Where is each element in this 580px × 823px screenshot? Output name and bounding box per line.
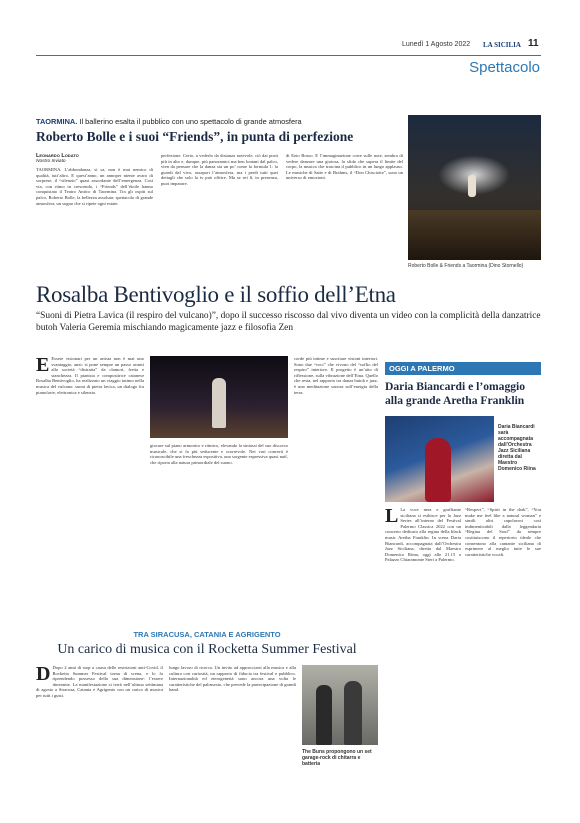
box-title: Daria Biancardi e l’omaggio alla grande Aretha Franklin — [385, 380, 526, 407]
box-col-2: “Respect”, “Spirit in the dark”, “You make me feel like a natural woman” e simili altri capolavori così indimenticabili dalla leggendaria “Regina del Soul” da sempre costituiscono il repertorio ideale che consentono alla cantante siciliana di esprimere al meglio tutte le sue caratteristiche vocali. — [465, 507, 541, 557]
box-tag: OGGI A PALERMO — [385, 362, 541, 375]
header-paper-name: LA SICILIA — [483, 41, 521, 49]
article-col-1: TAORMINA. L’abbondanza, si sa, non è mai nemico di qualità, tutt’altro. E quest’anno, un annoper niente avaro di sorprese, il “silenzio” quasi assordante dell’emergenza. Così via, con ritmo in crescendo, i “Friends” dell’étoile hanno conquistato il Teatro Antico di Taormina. Tra gli ospiti sul palco, Roberto Bolle, la bellezza assoluta: spettacolo di grande atmosfera, un sogno che si ripete ogni estate. — [36, 167, 153, 206]
photo-band-member-1 — [316, 685, 332, 745]
article-bolle — [36, 84, 541, 275]
article-col-1 — [36, 665, 163, 808]
article-title: Roberto Bolle e i suoi “Friends”, in punta di perfezione — [36, 129, 354, 144]
photo-audience — [408, 210, 541, 260]
byline — [36, 153, 79, 164]
article-col-3: corde più intime e suscitare visioni interiori. Sono due “voci” che vivono del “soffio del respiro” interiore. Il progetto è un’atto di riflessione, sulla vibrazione dell’Etna. Quello che resta, nel rapporto tra danza butoh e jazz, è una meditazione sonora sull’energia della terra. — [294, 356, 378, 395]
article-deck — [36, 117, 396, 126]
article-col-2: perfezione. Certo, a vederlo da distanza notevole, ciò dai posti più in alto e, dunque, più panoramici ma ben lontani dal palco, vien da pensare che la danza sia un po’ come la formula 1: la guardi dal vivo, assapori l’atmosfera, ma i perdi tutti quei dettagli che solo la tv può offrire. Ma se sei lì, in presenza, puoi imparare. — [161, 153, 278, 186]
photo-band-member-2 — [344, 681, 362, 745]
page-number: 11 — [528, 38, 539, 49]
bolle-photo — [408, 115, 541, 260]
header-date: Lunedì 1 Agosto 2022 — [402, 41, 471, 48]
article-bentivoglio — [36, 282, 541, 334]
box-col-1-text: La voce nera e graffiante siciliana si esibisce per la Jazz Series all’interno del Festival Palermo Classica 2022 con un concerto dedicato alla regina della black music Aretha Franklin. In scena Daria Biancardi, accompagnata dall’Orchestra Jazz Siciliana, diretta dal Maestro Domenico Riina, oggi alle 21.15 a Palazzo Chiaramonte Steri a Palermo. — [385, 507, 461, 563]
buns-photo-caption: The Buns propongono un set garage-rock di chitarra e batteria — [302, 749, 372, 767]
byline-location: Nostro Inviato — [36, 159, 66, 164]
article-rocketta — [36, 630, 378, 658]
article-col-1-text: Dopo 2 anni di stop a causa delle restrizioni anti-Covid, il Rocketta Summer Festival torna di scena, e lo fa riprendendo possesso della sua dimensione: l’essere itinerante. La manifestazione si terrà nell’ultima settimana di agosto a Siracusa, Catania e Agrigento con un carico di musica per tutti i gusti. — [36, 665, 163, 698]
sidebar-box — [385, 362, 541, 375]
article-col-3: di Ezio Bosso. E l’immaginazione corre sulle note, sembra di vedere danzare una gioiosa, la sfida che supera il limite del corpo, la musica che trascina il pubblico in un lungo applauso. Le musiche di Satie e di Brahms, il “Don Chisciotte”, sono un universo di emozioni. — [286, 153, 403, 181]
article-col-2: lungo lavoro di ricerca. Un invito ad approcciarti alla musica e alla cultura con curiosità, un rapporto di fiducia tra festival e pubblico. Internazionalità ed eterogeneità sono ancora una volta le caratteristiche del palinsesto, che prevede la partecipazione di grandi band. — [169, 665, 296, 693]
article-col-1-text: Essere visionari per un artista non è mai uno svantaggio, anzi: si pone sempre un passo avanti alla società “distratta” da clamori, fretta e stanchezza. Il pianista e compositrice catanese Rosalba Bentivoglio, ha realizzato un viaggio intimo nella musica del vulcano: suoni di pietra lavica, un dialogo fra pianoforte, elettronica e silenzio. — [36, 356, 144, 395]
bentivoglio-photo — [150, 356, 288, 438]
article-title: Un carico di musica con il Rocketta Summer Festival — [57, 642, 357, 657]
header-rule — [36, 55, 541, 56]
drop-cap: E — [36, 356, 50, 376]
article-subtitle: “Suoni di Pietra Lavica (il respiro del vulcano)”, dopo il successo riscosso dal vivo diventa un video con la complicità della danzatrice butoh Valeria Geremia mischiando magicamente jazz e filosofia Zen — [36, 311, 541, 333]
article-title: Rosalba Bentivoglio e il soffio dell’Etna — [36, 282, 396, 307]
bolle-photo-caption: Roberto Bolle & Friends a Taormina (Dino Stornello) — [408, 263, 524, 269]
article-deck-text: Il ballerino esalta il pubblico con uno spettacolo di grande atmosfera — [79, 117, 302, 126]
photo-dancer-silhouette — [468, 175, 476, 197]
drop-cap: D — [36, 665, 51, 685]
biancardi-photo-caption: Daria Biancardi sarà accompagnata dall’Orchestra Jazz Siciliana diretta dal Maestro Domenico Riina — [498, 424, 536, 472]
article-kicker: TAORMINA. — [36, 117, 78, 126]
article-col-2: giocare sul piano armonico e ritmico, elevando la sintassi del suo discorso musicale, che si fa più seducente e scorrevole. Nei vari concerti è riconoscibile una freschezza espositiva, una sorgente espressiva quasi naif, che riporta alla natura primordiale del suono. — [150, 443, 288, 465]
biancardi-photo — [385, 416, 494, 502]
photo-singer — [425, 438, 451, 502]
section-label: Spettacolo — [469, 59, 540, 76]
byline-author: Leonardo Lodato — [36, 153, 79, 159]
article-col-1 — [36, 356, 144, 622]
drop-cap: L — [385, 507, 399, 527]
buns-photo — [302, 665, 378, 745]
photo-performer — [212, 378, 226, 428]
box-col-1 — [385, 507, 461, 808]
article-kicker: TRA SIRACUSA, CATANIA E AGRIGENTO — [133, 630, 281, 639]
